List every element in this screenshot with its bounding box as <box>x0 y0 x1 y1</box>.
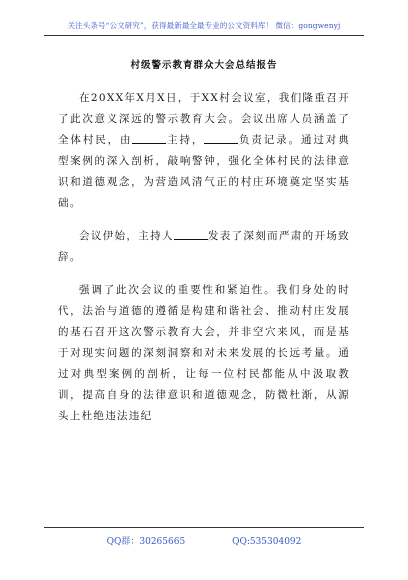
page-header: 关注头条号“公文研究”，获得最新最全最专业的公文资料库！ 微信：gongwenyj <box>67 21 341 30</box>
blank-field <box>204 133 238 144</box>
header-divider <box>44 35 364 36</box>
paragraph-text: 负责记录。通过对典型案例的深入剖析，敲响警钟，强化全体村民的法律意识和道德观念，为营造风清气正的村庄环境奠定坚实基础。 <box>58 134 350 209</box>
paragraph-text: 在20XX年X月X日，于XX村会议室，我们隆重召开了此次意义深远的警示教育大会。会议出席人员涵盖了全体村民，由 <box>58 92 350 146</box>
paragraph-text: 会议伊始，主持人 <box>79 230 174 242</box>
qq-group-text: QQ群：30265665 <box>106 537 186 547</box>
paragraph-3 <box>58 280 350 427</box>
paragraph-1 <box>58 88 350 214</box>
paragraph-text: 强调了此次会议的重要性和紧迫性。我们身处的时代，法治与道德的遵循是构建和谐社会、推动村庄发展的基石召开这次警示教育大会，并非空穴来风，而是基于对现实问题的深刻洞察和对未来发展的长远考量。通过对典型案例的剖析，让每一位村民都能从中汲取教训，提高自身的法律意识和道德观念，防微杜渐，从源头上杜绝违法违纪 <box>58 284 350 422</box>
paragraph-text: 发表了深刻而严肃的开场致辞。 <box>58 230 350 263</box>
document-body <box>58 88 350 439</box>
document-title: 村级警示教育群众大会总结报告 <box>130 60 278 71</box>
paragraph-text: 主持， <box>166 134 205 146</box>
blank-field <box>174 229 208 240</box>
blank-field <box>132 133 166 144</box>
qq-text: QQ:535304092 <box>232 537 302 547</box>
footer-divider <box>44 527 364 528</box>
page-footer <box>0 534 408 547</box>
paragraph-2 <box>58 226 350 268</box>
